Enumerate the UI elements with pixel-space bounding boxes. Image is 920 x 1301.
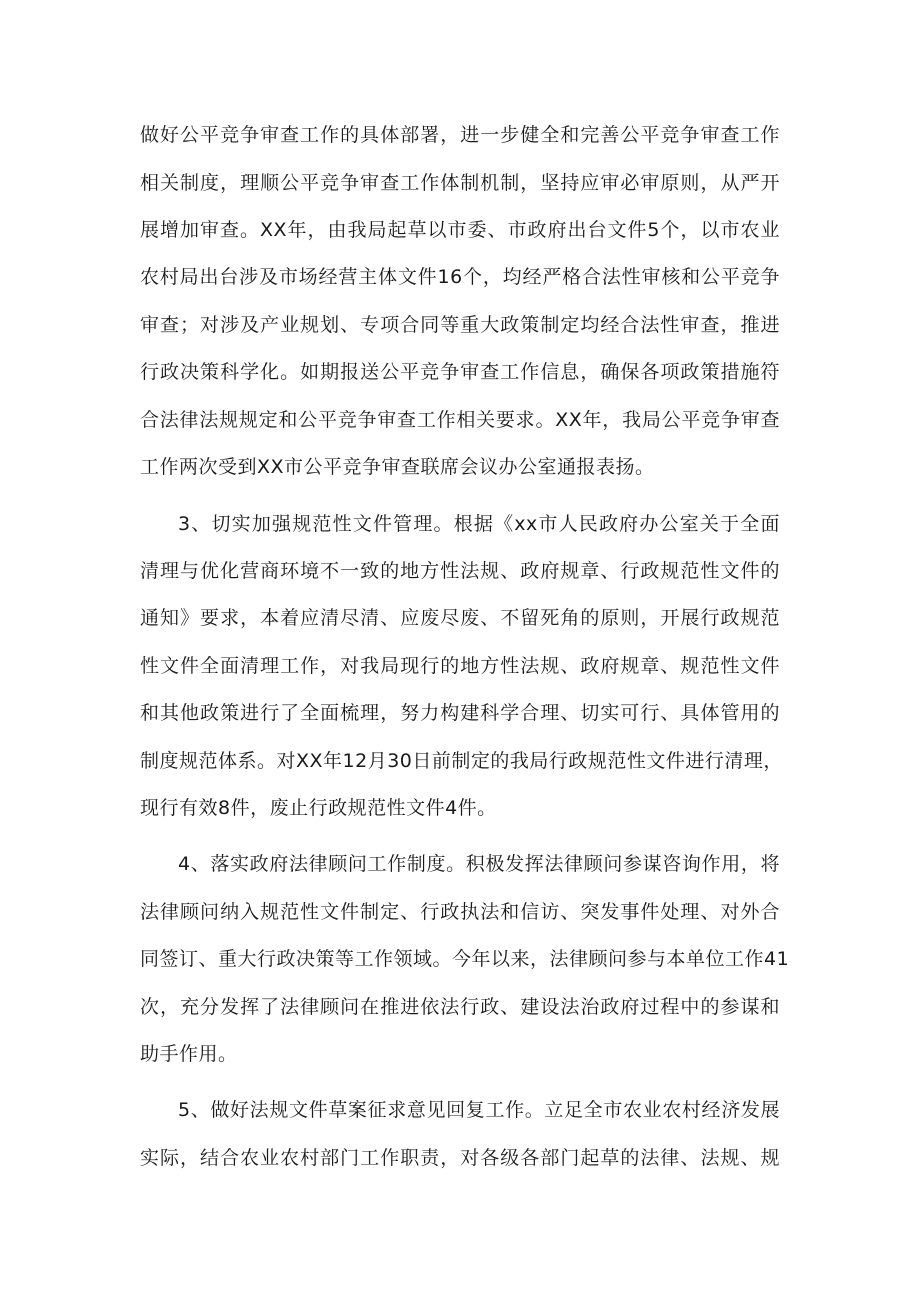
text-line: 工作两次受到XX市公平竞争审查联席会议办公室通报表扬。 bbox=[140, 456, 655, 478]
text-line: 行政决策科学化。如期报送公平竞争审查工作信息，确保各项政策措施符 bbox=[140, 361, 780, 383]
text-line: 合法律法规规定和公平竞争审查工作相关要求。XX年，我局公平竞争审查 bbox=[140, 409, 780, 431]
text-line: 现行有效8件，废止行政规范性文件4件。 bbox=[140, 797, 497, 819]
text-line: 法律顾问纳入规范性文件制定、行政执法和信访、突发事件处理、对外合 bbox=[140, 901, 780, 923]
text-line: 助手作用。 bbox=[140, 1043, 238, 1065]
section-heading-5: 5、做好法规文件草案征求意见回复工作。立足全市农业农村经济发展 bbox=[178, 1099, 780, 1121]
text-line: 相关制度，理顺公平竞争审查工作体制机制，坚持应审必审原则，从严开 bbox=[140, 172, 780, 194]
text-line: 实际，结合农业农村部门工作职责，对各级各部门起草的法律、法规、规 bbox=[140, 1147, 780, 1169]
section-heading-4: 4、落实政府法律顾问工作制度。积极发挥法律顾问参谋咨询作用，将 bbox=[178, 853, 780, 875]
text-line: 制度规范体系。对XX年12月30日前制定的我局行政规范性文件进行清理， bbox=[140, 750, 783, 772]
text-line: 次，充分发挥了法律顾问在推进依法行政、建设法治政府过程中的参谋和 bbox=[140, 996, 780, 1018]
text-line: 同签订、重大行政决策等工作领域。今年以来，法律顾问参与本单位工作41 bbox=[140, 948, 790, 970]
text-line: 通知》要求，本着应清尽清、应废尽废、不留死角的原则，开展行政规范 bbox=[140, 607, 780, 629]
text-line: 农村局出台涉及市场经营主体文件16个，均经严格合法性审核和公平竞争 bbox=[140, 266, 780, 288]
text-line: 审查；对涉及产业规划、专项合同等重大政策制定均经合法性审查，推进 bbox=[140, 314, 780, 336]
section-heading-3: 3、切实加强规范性文件管理。根据《xx市人民政府办公室关于全面 bbox=[178, 513, 780, 535]
text-line: 和其他政策进行了全面梳理，努力构建科学合理、切实可行、具体管用的 bbox=[140, 702, 780, 724]
text-line: 展增加审查。XX年，由我局起草以市委、市政府出台文件5个，以市农业 bbox=[140, 219, 780, 241]
text-line: 性文件全面清理工作，对我局现行的地方性法规、政府规章、规范性文件 bbox=[140, 655, 780, 677]
text-line: 清理与优化营商环境不一致的地方性法规、政府规章、行政规范性文件的 bbox=[140, 560, 780, 582]
text-line: 做好公平竞争审查工作的具体部署，进一步健全和完善公平竞争审查工作 bbox=[140, 124, 780, 146]
